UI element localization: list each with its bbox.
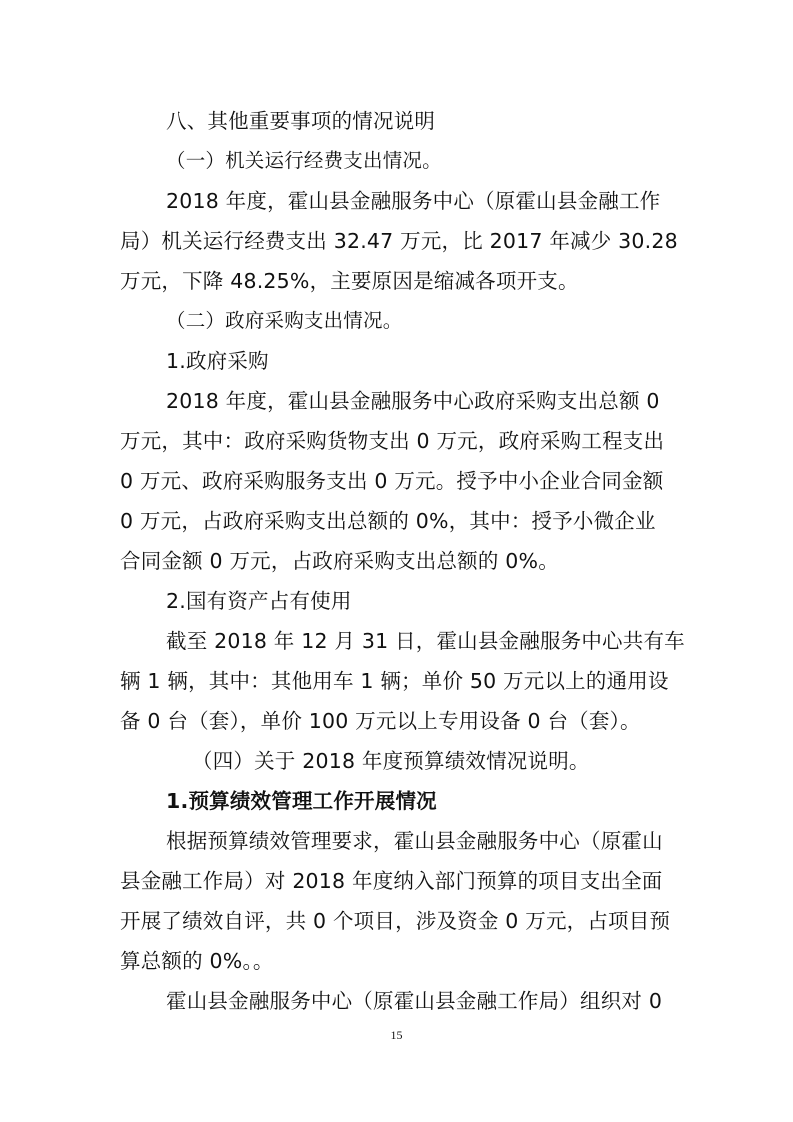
paragraph-line: 2018 年度，霍山县金融服务中心（原霍山县金融工作: [166, 189, 661, 213]
paragraph-line: 0 万元、政府采购服务支出 0 万元。授予中小企业合同金额: [120, 469, 664, 493]
subsection-heading-2: （二）政府采购支出情况。: [166, 309, 403, 332]
paragraph-line: 万元，其中：政府采购货物支出 0 万元，政府采购工程支出: [120, 429, 665, 453]
item-heading-3: 1.预算绩效管理工作开展情况: [166, 789, 437, 813]
paragraph-line: 2018 年度，霍山县金融服务中心政府采购支出总额 0: [166, 389, 660, 413]
item-heading-1: 1.政府采购: [166, 349, 269, 373]
paragraph-line: 备 0 台（套），单价 100 万元以上专用设备 0 台（套）。: [120, 709, 641, 733]
paragraph-line: 霍山县金融服务中心（原霍山县金融工作局）组织对 0: [166, 989, 663, 1013]
subsection-heading-4: （四）关于 2018 年度预算绩效情况说明。: [192, 749, 590, 773]
page-number: 15: [390, 1028, 403, 1042]
paragraph-line: 合同金额 0 万元，占政府采购支出总额的 0%。: [120, 549, 559, 573]
paragraph-line: 辆 1 辆，其中：其他用车 1 辆；单价 50 万元以上的通用设: [120, 669, 669, 693]
paragraph-line: 开展了绩效自评，共 0 个项目，涉及资金 0 万元，占项目预: [120, 909, 671, 933]
paragraph-line: 万元，下降 48.25%，主要原因是缩减各项开支。: [120, 269, 579, 293]
item-heading-2: 2.国有资产占有使用: [166, 589, 352, 613]
paragraph-line: 算总额的 0%。。: [120, 949, 274, 973]
paragraph-line: 0 万元，占政府采购支出总额的 0%，其中：授予小微企业: [120, 509, 656, 533]
paragraph-line: 县金融工作局）对 2018 年度纳入部门预算的项目支出全面: [120, 869, 663, 893]
subsection-heading-1: （一）机关运行经费支出情况。: [166, 149, 442, 172]
paragraph-line: 根据预算绩效管理要求，霍山县金融服务中心（原霍山: [166, 829, 663, 853]
paragraph-line: 截至 2018 年 12 月 31 日，霍山县金融服务中心共有车: [166, 629, 685, 653]
paragraph-line: 局）机关运行经费支出 32.47 万元，比 2017 年减少 30.28: [120, 229, 678, 253]
section-heading: 八、其他重要事项的情况说明: [166, 109, 436, 133]
